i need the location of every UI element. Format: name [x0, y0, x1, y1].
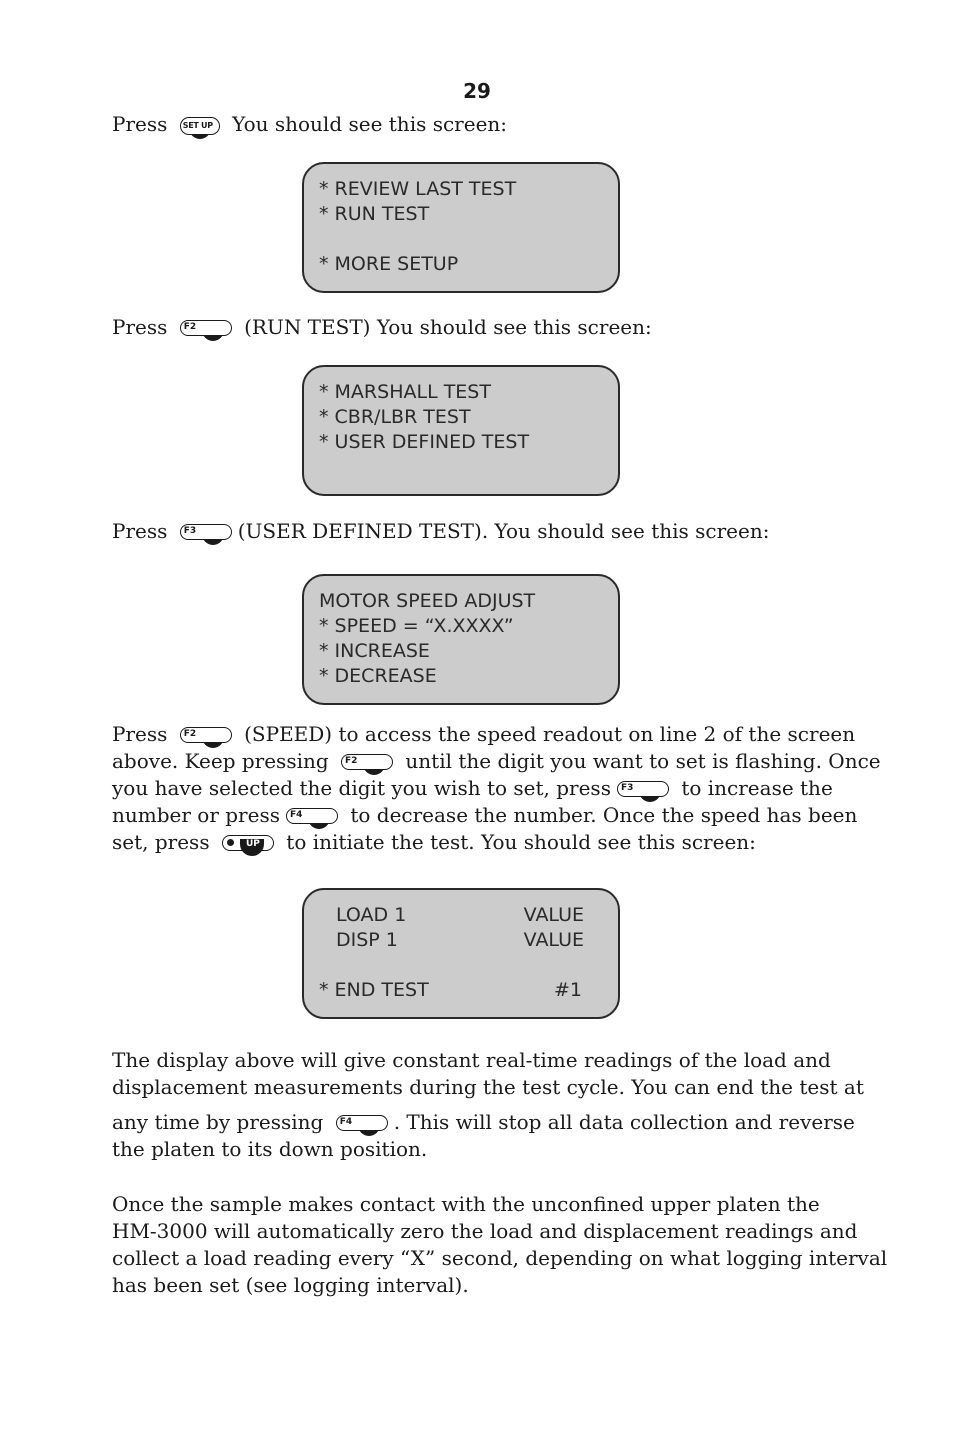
step4-instruction [112, 721, 881, 856]
f3-key-icon [617, 781, 669, 799]
step3-instruction [112, 518, 842, 545]
display-description [112, 1047, 864, 1163]
text: set, press [112, 830, 210, 854]
lcd-line: * REVIEW LAST TEST [319, 178, 517, 200]
text-line: Once the sample makes contact with the unconfined upper platen the [112, 1192, 820, 1216]
up-key-icon [222, 835, 274, 853]
key-label: SET UP [182, 121, 213, 130]
lcd-value: VALUE [523, 929, 584, 951]
key-label: F4 [289, 810, 303, 820]
lcd-row [319, 928, 618, 953]
step2-text: (RUN TEST) You should see this screen: [244, 315, 652, 339]
lcd-row [319, 978, 618, 1003]
lcd-screen-test-running [302, 888, 620, 1019]
page-number: 29 [463, 79, 491, 103]
lcd-label: DISP 1 [336, 929, 398, 951]
lcd-blank-row [319, 953, 618, 978]
lcd-line: MOTOR SPEED ADJUST [319, 590, 536, 612]
text: to increase the [681, 776, 833, 800]
step1-text: You should see this screen: [232, 112, 508, 136]
lcd-screen-test-menu [302, 365, 620, 496]
text: to decrease the number. Once the speed has been [350, 803, 858, 827]
f2-key-icon [180, 320, 232, 338]
press-text: Press [112, 315, 168, 339]
text: until the digit you want to set is flashing. Once [405, 749, 881, 773]
key-label: F2 [183, 729, 197, 739]
f4-key-icon [336, 1115, 388, 1133]
lcd-line: * USER DEFINED TEST [319, 431, 530, 453]
key-label: F4 [339, 1117, 353, 1127]
f3-key-icon [180, 524, 232, 542]
auto-zero-description [112, 1191, 888, 1299]
lcd-line: * SPEED = “X.XXXX” [319, 615, 514, 637]
f4-key-icon [286, 808, 338, 826]
lcd-line: * RUN TEST [319, 203, 430, 225]
f2-key-icon [341, 754, 393, 772]
step2-instruction [112, 314, 842, 341]
text: Press [112, 722, 168, 746]
text: any time by pressing [112, 1110, 324, 1134]
lcd-line: * DECREASE [319, 665, 437, 687]
lcd-line: * CBR/LBR TEST [319, 406, 471, 428]
lcd-value: #1 [553, 979, 582, 1001]
key-label: F3 [620, 783, 634, 793]
key-label: F3 [183, 526, 197, 536]
text: above. Keep pressing [112, 749, 329, 773]
lcd-line: * INCREASE [319, 640, 430, 662]
lcd-line [319, 455, 618, 480]
step3-text: (USER DEFINED TEST). You should see this screen: [237, 519, 770, 543]
lcd-screen-main-menu [302, 162, 620, 293]
setup-key-icon [180, 117, 220, 135]
lcd-line: * MARSHALL TEST [319, 381, 491, 403]
lcd-row [319, 903, 618, 928]
lcd-line [319, 227, 618, 252]
text: . This will stop all data collection and reverse [393, 1110, 855, 1134]
text-line: displacement measurements during the test cycle. You can end the test at [112, 1075, 864, 1099]
lcd-label: * END TEST [319, 979, 429, 1001]
text-line: HM-3000 will automatically zero the load and displacement readings and [112, 1219, 858, 1243]
lcd-screen-motor-speed [302, 574, 620, 705]
key-label: F2 [345, 756, 358, 766]
text: to initiate the test. You should see this screen: [286, 830, 756, 854]
text: (SPEED) to access the speed readout on line 2 of the screen [244, 722, 856, 746]
text-line: The display above will give constant real-time readings of the load and [112, 1048, 831, 1072]
text-line: has been set (see logging interval). [112, 1273, 469, 1297]
f2-key-icon [180, 727, 232, 745]
lcd-line: * MORE SETUP [319, 253, 459, 275]
lcd-label: LOAD 1 [336, 904, 407, 926]
text: you have selected the digit you wish to set, press [112, 776, 611, 800]
key-label: UP [245, 839, 260, 849]
key-label: F2 [183, 322, 197, 332]
lcd-value: VALUE [523, 904, 584, 926]
press-text: Press [112, 519, 168, 543]
step1-instruction [112, 111, 842, 138]
press-text: Press [112, 112, 168, 136]
text-line: collect a load reading every “X” second, depending on what logging interval [112, 1246, 888, 1270]
text-line: the platen to its down position. [112, 1137, 428, 1161]
text: number or press [112, 803, 280, 827]
